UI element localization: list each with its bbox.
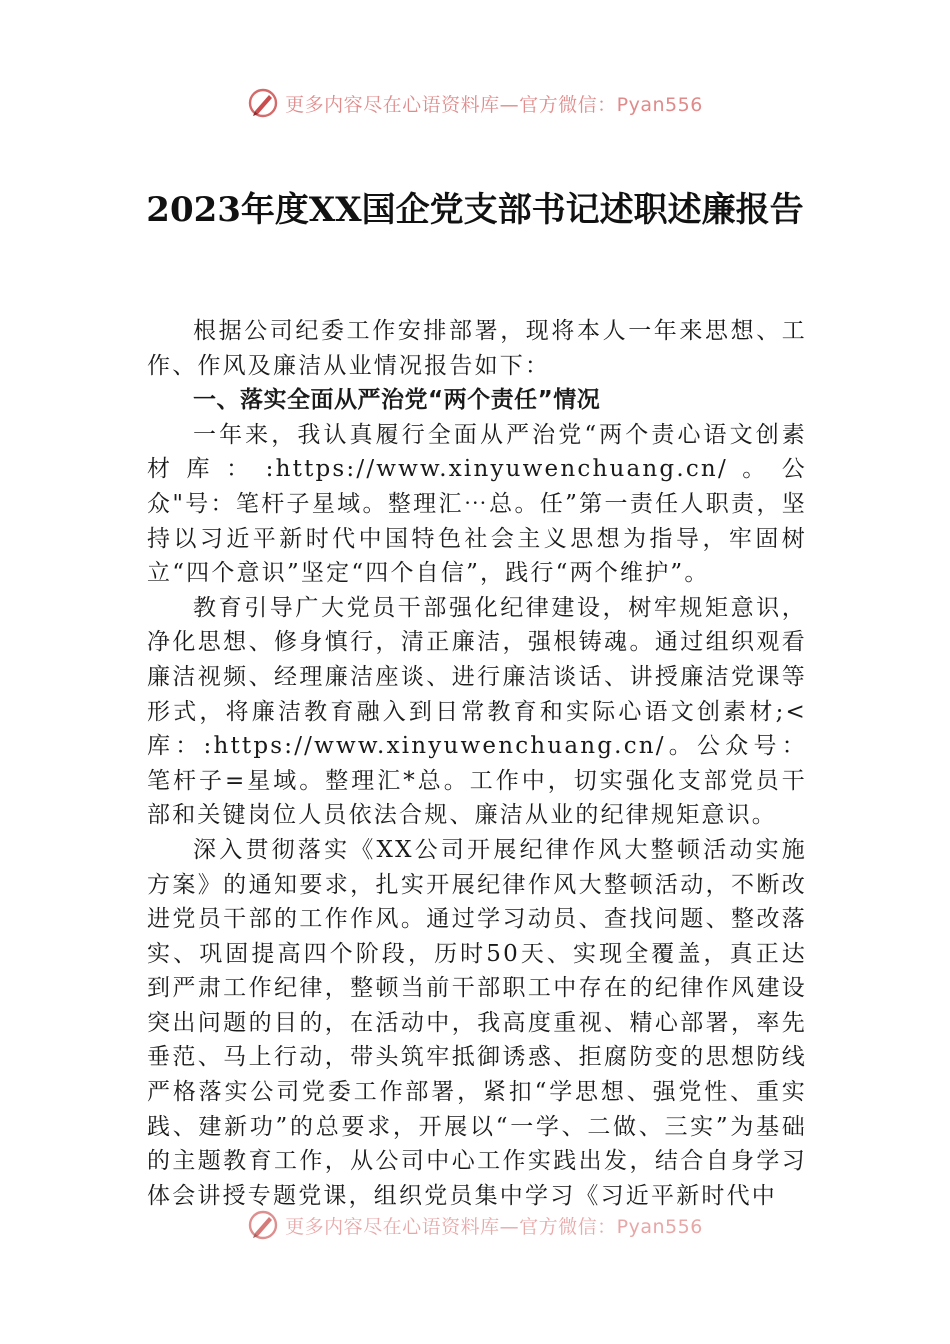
body-paragraph: 深入贯彻落实《XX公司开展纪律作风大整顿活动实施方案》的通知要求，扎实开展纪律作风大整顿活动，不断改进党员干部的工作作风。通过学习动员、查找问题、整改落实、巩固提高四个阶段，历时50天、实现全覆盖，真正达到严肃工作纪律，整顿当前干部职工中存在的纪律作风建设突出问题的目的，在活动中，我高度重视、精心部署，率先垂范、马上行动，带头筑牢抵御诱惑、拒腐防变的思想防线严格落实公司党委工作部署，紧扣“学思想、强党性、重实践、建新功”的总要求，开展以“一学、二做、三实”为基础的主题教育工作，从公司中心工作实践出发，结合自身学习体会讲授专题党课，组织党员集中学习《习近平新时代中 [147, 836, 807, 1209]
intro-paragraph: 根据公司纪委工作安排部署，现将本人一年来思想、工作、作风及廉洁从业情况报告如下： [147, 318, 807, 379]
pen-logo-icon [247, 1209, 279, 1241]
document-body [147, 314, 807, 1213]
document-title: 2023年度XX国企党支部书记述职述廉报告 [146, 190, 804, 230]
body-paragraph: 教育引导广大党员干部强化纪律建设，树牢规矩意识，净化思想、修身慎行，清正廉洁，强根铸魂。通过组织观看廉洁视频、经理廉洁座谈、进行廉洁谈话、讲授廉洁党课等形式，将廉洁教育融入到日常教育和实际心语文创素材;<库：:https://www.xinyuwenchuang.cn/。公众号：笔杆子=星域。整理汇*总。工作中，切实强化支部党员干部和关键岗位人员依法合规、廉洁从业的纪律规矩意识。 [147, 594, 807, 829]
pen-logo-icon [247, 87, 279, 119]
body-paragraph: 一年来，我认真履行全面从严治党“两个责心语文创素材库：:https://www.xinyuwenchuang.cn/。公众"号：笔杆子星域。整理汇⋯总。任”第一责任人职责，坚持以习近平新时代中国特色社会主义思想为指导，牢固树立“四个意识”坚定“四个自信”，践行“两个维护”。 [147, 421, 807, 587]
footer-watermark [0, 1205, 950, 1245]
section-heading: 一、落实全面从严治党“两个责任”情况 [193, 387, 601, 414]
watermark-text: 更多内容尽在心语资料库—官方微信：Pyan556 [285, 93, 703, 116]
watermark-text: 更多内容尽在心语资料库—官方微信：Pyan556 [285, 1215, 703, 1238]
header-watermark [0, 83, 950, 123]
